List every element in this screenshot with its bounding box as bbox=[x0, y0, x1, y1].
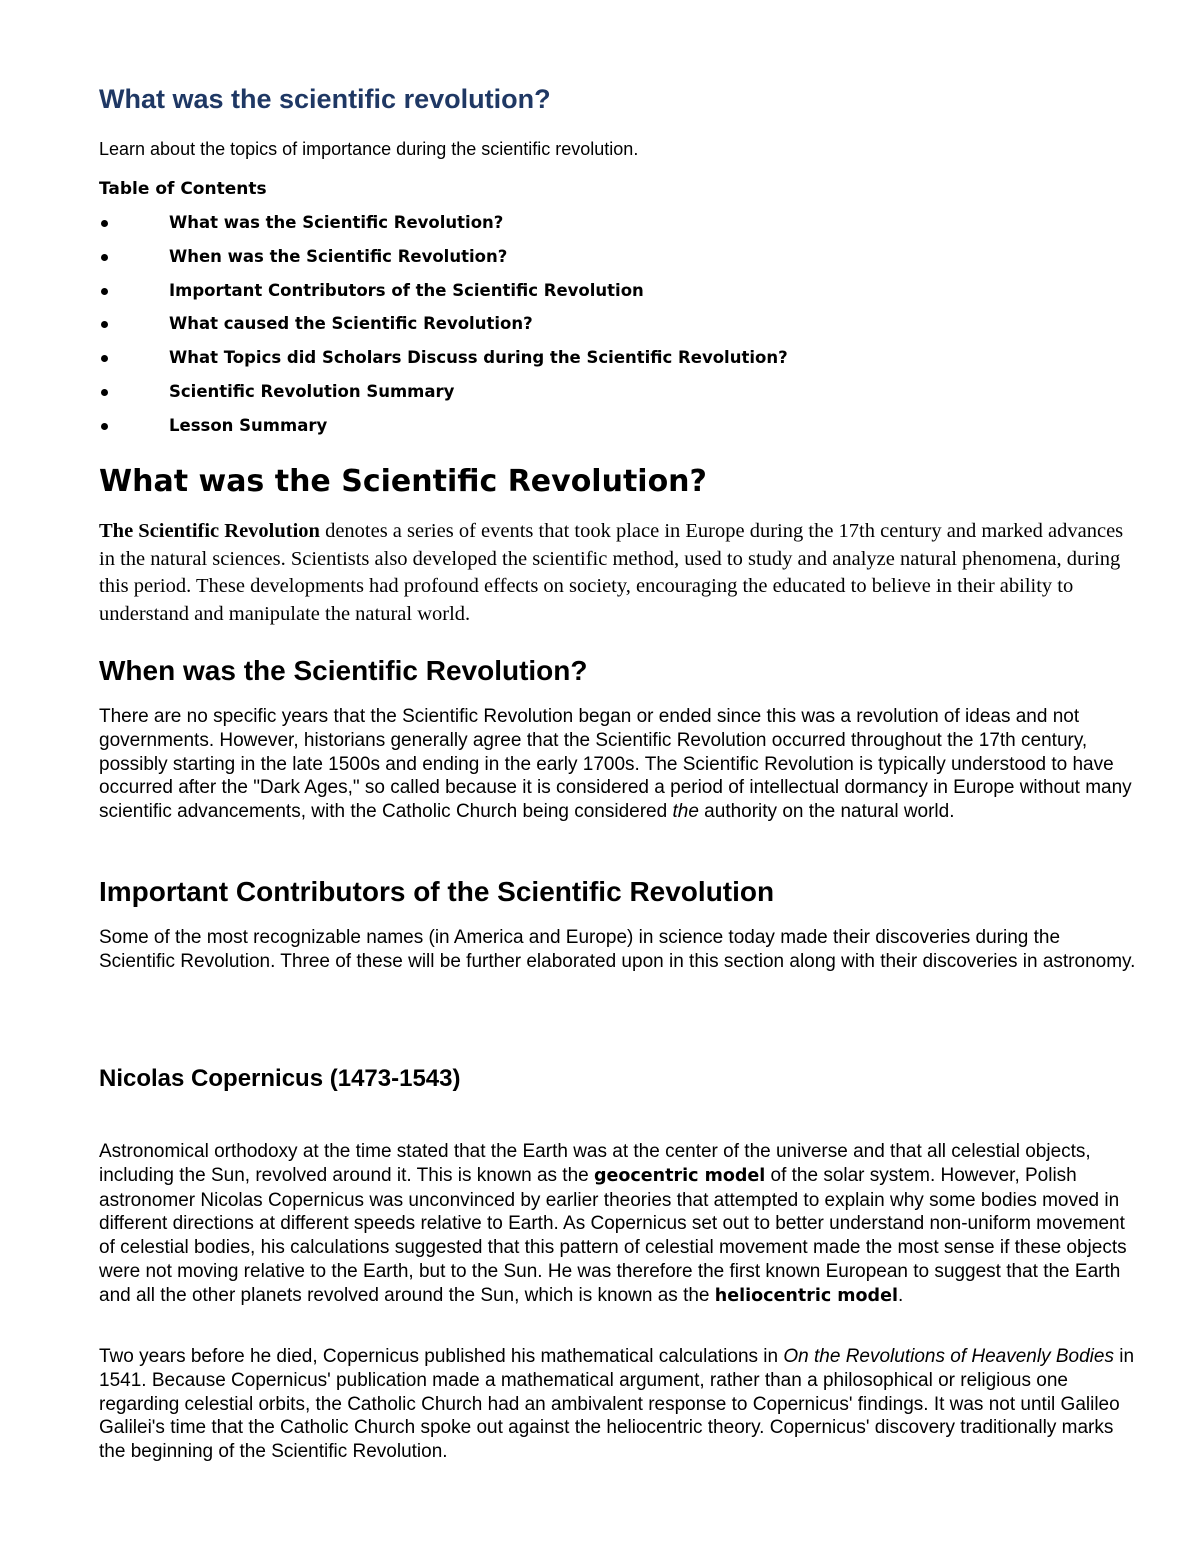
toc-item-label: What Topics did Scholars Discuss during the Scientific Revolution? bbox=[169, 348, 788, 368]
bullet-icon bbox=[101, 355, 108, 362]
toc-item[interactable] bbox=[99, 413, 788, 447]
toc-item[interactable] bbox=[99, 278, 788, 312]
toc-item[interactable] bbox=[99, 244, 788, 278]
toc-item[interactable] bbox=[99, 210, 788, 244]
section-heading-when-was: When was the Scientific Revolution? bbox=[99, 655, 588, 686]
document-title: What was the scientific revolution? bbox=[99, 84, 551, 114]
bullet-icon bbox=[101, 220, 108, 227]
term-scientific-revolution: The Scientific Revolution bbox=[99, 520, 320, 542]
toc-heading: Table of Contents bbox=[99, 179, 267, 199]
paragraph-text: denotes a series of events that took place in Europe during the 17th century and marked advances in the natural sciences. Scientists also developed the scientific method, used to study and analyze natural phenomena, during this period. These developments had profound effects on society, encouraging the educated to believe in their ability to understand and manipulate the natural world. bbox=[99, 520, 1124, 625]
emphasis-text: the bbox=[672, 801, 699, 823]
toc-item-label: What caused the Scientific Revolution? bbox=[169, 314, 533, 334]
term-heliocentric-model: heliocentric model bbox=[714, 1285, 898, 1306]
section-when-was-paragraph bbox=[99, 705, 1139, 824]
toc-item-label: Scientific Revolution Summary bbox=[169, 381, 455, 401]
bullet-icon bbox=[101, 288, 108, 295]
copernicus-paragraph-1 bbox=[99, 1140, 1139, 1309]
book-title: On the Revolutions of Heavenly Bodies bbox=[783, 1346, 1114, 1367]
bullet-icon bbox=[101, 321, 108, 328]
intro-text: Learn about the topics of importance during the scientific revolution. bbox=[99, 139, 639, 159]
paragraph-text: Two years before he died, Copernicus published his mathematical calculations in bbox=[99, 1346, 784, 1367]
paragraph-text: authority on the natural world. bbox=[698, 801, 955, 823]
subsection-heading-copernicus: Nicolas Copernicus (1473-1543) bbox=[99, 1065, 461, 1092]
term-geocentric-model: geocentric model bbox=[594, 1165, 766, 1186]
table-of-contents bbox=[99, 210, 788, 447]
section-heading-contributors: Important Contributors of the Scientific Revolution bbox=[99, 876, 775, 907]
paragraph-text: in 1541. Because Copernicus' publication made a mathematical argument, rather than a philosophical or religious one regarding celestial orbits, the Catholic Church had an ambivalent response to Copernicus' findings. It was not until Galileo Galilei's time that the Catholic Church spoke out against the heliocentric theory. Copernicus' discovery traditionally marks the beginning of the Scientific Revolution. bbox=[99, 1346, 1135, 1463]
paragraph-text: . bbox=[897, 1284, 904, 1306]
copernicus-paragraph-2 bbox=[99, 1345, 1139, 1464]
paragraph-text: Astronomical orthodoxy at the time stated that the Earth was at the center of the universe and that all celestial objects, including the Sun, revolved around it. This is known as the bbox=[99, 1141, 1091, 1186]
toc-item[interactable] bbox=[99, 311, 788, 345]
paragraph-text: There are no specific years that the Scientific Revolution began or ended since this was a revolution of ideas and not governments. However, historians generally agree that the Scientific Revolution occurred throughout the 17th century, possibly starting in the late 1500s and ending in the early 1700s. The Scientific Revolution is typically understood to have occurred after the "Dark Ages," so called because it is considered a period of intellectual dormancy in Europe without many scientific advancements, with the Catholic Church being considered bbox=[99, 706, 1132, 823]
toc-item-label: What was the Scientific Revolution? bbox=[169, 213, 504, 232]
bullet-icon bbox=[101, 254, 108, 261]
paragraph-text: of the solar system. However, Polish astronomer Nicolas Copernicus was unconvinced by earlier theories that attempted to explain why some bodies moved in different directions at different speeds relative to Earth. As Copernicus set out to better understand non-uniform movement of celestial bodies, his calculations suggested that this pattern of celestial movement made the most sense if these objects were not moving relative to the Earth, but to the Sun. He was therefore the first known European to suggest that the Earth and all the other planets revolved around the Sun, which is known as the bbox=[99, 1164, 1127, 1306]
section-contributors-paragraph: Some of the most recognizable names (in America and Europe) in science today made their discoveries during the Scientific Revolution. Three of these will be further elaborated upon in this section along with their discoveries in astronomy. bbox=[99, 927, 1136, 972]
toc-item-label: Important Contributors of the Scientific Revolution bbox=[169, 280, 644, 300]
toc-item-label: When was the Scientific Revolution? bbox=[169, 246, 508, 266]
toc-item[interactable] bbox=[99, 345, 788, 379]
section-heading-what-was: What was the Scientific Revolution? bbox=[99, 464, 707, 499]
toc-item[interactable] bbox=[99, 379, 788, 413]
bullet-icon bbox=[101, 423, 108, 430]
bullet-icon bbox=[101, 389, 108, 396]
section-what-was-paragraph bbox=[99, 518, 1139, 628]
toc-item-label: Lesson Summary bbox=[169, 415, 328, 435]
